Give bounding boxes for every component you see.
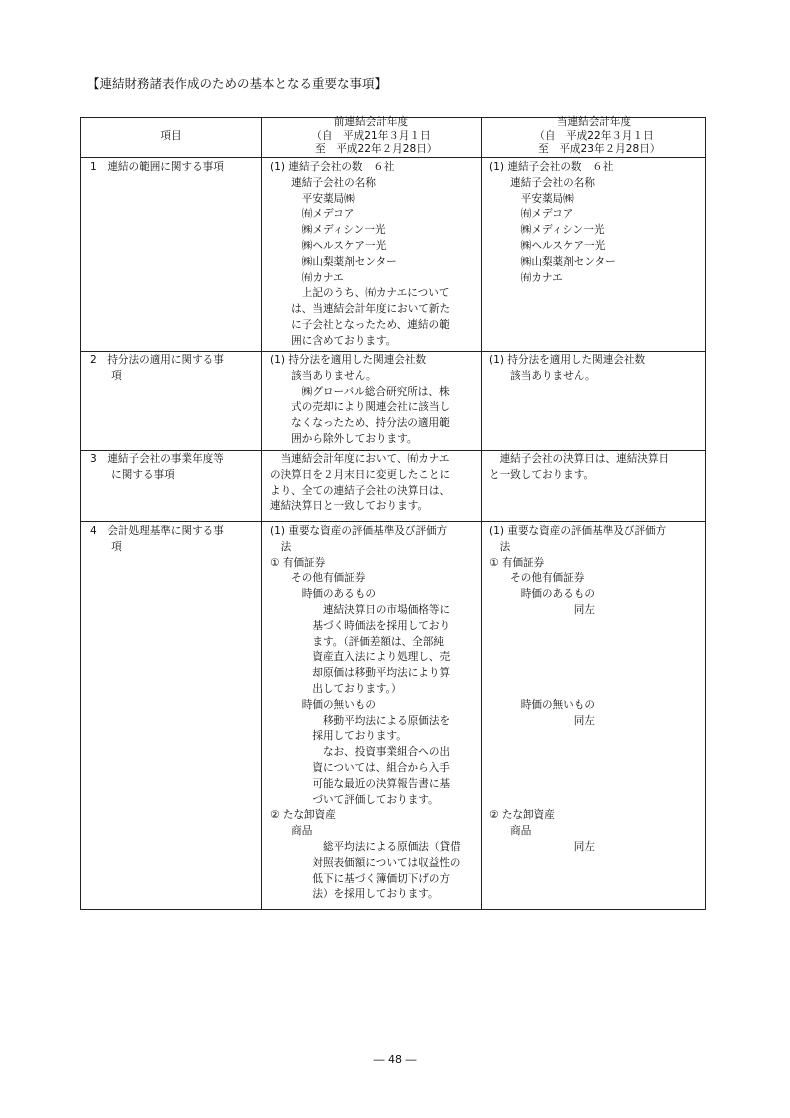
cell-line: 式の売却により関連会社に該当し [270,401,451,414]
cell-line [489,650,666,666]
cell-line: ます。（評価差額は、全部純 [270,635,444,648]
cell-line: 連結子会社の名称 [270,176,376,189]
cell-line: 2 持分法の適用に関する事 [90,354,224,366]
cell-line: 連結子会社の決算日は、連結決算日 [489,453,670,465]
header-item: 項目 [160,130,182,142]
row-2-item [90,353,224,385]
cell-line: 移動平均法による原価法を [270,714,451,727]
cell-line: に子会社となったため、連結の範 [270,318,450,331]
section-heading: 【連結財務諸表作成のための基本となる重要な事項】 [87,76,388,91]
cell-line: 当連結会計年度において、㈲カナエ [270,453,450,465]
cell-line: (1) 持分法を適用した関連会社数 [489,354,646,366]
cell-line: ① 有価証券 [270,556,326,569]
cell-line: 却原価は移動平均法により算 [270,667,451,680]
cell-line [489,793,666,809]
cell-line: 時価の無いもの [489,698,595,711]
cell-line: ㈲メデコア [489,208,574,221]
cell-line [489,729,666,745]
cell-line [489,745,666,761]
cell-line: 法）を採用しております。 [270,888,439,901]
cell-line: 4 会計処理基準に関する事 [90,525,224,537]
page-number: ― 48 ― [373,1053,417,1066]
cell-line: ㈱ヘルスケア一光 [270,239,387,252]
row-divider [81,450,705,451]
cell-line: 採用しております。 [270,730,407,743]
row-2-prev [270,353,450,448]
cell-line: 商品 [270,825,313,838]
cell-line: ㈲メデコア [270,208,355,221]
row-divider [81,521,705,522]
cell-line: 囲に含めております。 [270,334,397,347]
cell-line [489,635,666,651]
cell-line: 時価のあるもの [489,588,595,601]
cell-line: ㈱メディシン一光 [270,224,386,237]
cell-line: その他有価証券 [270,572,366,585]
cell-line: 項 [90,369,122,382]
row-divider [81,157,705,158]
cell-line: 1 連結の範囲に関する事項 [90,161,224,173]
cell-line [489,777,666,793]
cell-line: 出しております。） [270,682,402,695]
cell-line: の決算日を２月末日に変更したことに [270,468,451,481]
cell-line: その他有価証券 [489,572,585,585]
row-3-curr [489,452,669,484]
cell-line [489,682,666,698]
cell-line: は、当連結会計年度において新た [270,303,451,316]
cell-line: 連結子会社の名称 [489,176,595,189]
cell-line: なくなったため、持分法の適用範 [270,417,450,430]
cell-line: 商品 [489,825,532,838]
cell-line: 時価の無いもの [270,698,376,711]
cell-line: 3 連結子会社の事業年度等 [90,453,224,465]
policies-table [80,117,706,910]
cell-line: 時価のあるもの [270,588,376,601]
column-divider [261,118,262,909]
cell-line [489,619,666,635]
row-3-prev [270,452,450,515]
cell-line: 平安薬局㈱ [270,192,355,205]
row-1-prev [270,160,450,350]
cell-line: (1) 重要な資産の評価基準及び評価方 [489,525,667,537]
cell-line: (1) 重要な資産の評価基準及び評価方 [270,525,448,537]
cell-line: 法 [489,540,511,553]
cell-line: なお、投資事業組合への出 [270,746,451,759]
header-curr-period: 当連結会計年度 （自 平成22年３月１日 至 平成23年２月28日） [527,116,661,155]
cell-line: 法 [270,540,292,553]
row-1-item [90,160,224,176]
cell-line: ㈱ヘルスケア一光 [489,239,606,252]
cell-line: 該当ありません。 [489,369,596,382]
cell-line: 該当ありません。 [270,369,377,382]
cell-line: 平安薬局㈱ [489,192,574,205]
column-divider [481,118,482,909]
cell-line: ② たな卸資産 [270,809,336,822]
cell-line: 同左 [489,714,595,727]
cell-line: 基づく時価法を採用しており [270,619,451,632]
cell-line: ㈱山梨薬剤センター [270,255,397,268]
cell-line: 資については、組合から入手 [270,761,450,774]
cell-line: 低下に基づく簿価切下げの方 [270,872,451,885]
header-prev-period: 前連結会計年度 （自 平成21年３月１日 至 平成22年２月28日） [304,116,438,155]
row-4-curr [489,524,666,856]
row-3-item [90,452,224,484]
cell-line: ㈱グローバル総合研究所は、株 [270,385,450,398]
row-2-curr [489,353,645,385]
cell-line: ㈱メディシン一光 [489,224,605,237]
cell-line: 可能な最近の決算報告書に基 [270,777,451,790]
cell-line: (1) 連結子会社の数 ６社 [489,161,614,173]
cell-line: 囲から除外しております。 [270,432,418,445]
cell-line: ㈱山梨薬剤センター [489,255,616,268]
cell-line: より、全ての連結子会社の決算日は、 [270,484,451,497]
cell-line: 項 [90,540,122,553]
cell-line: 対照表価額については収益性の [270,856,461,869]
cell-line: 連結決算日の市場価格等に [270,603,451,616]
cell-line: ㈲カナエ [489,271,563,284]
row-4-item [90,524,224,556]
cell-line: 同左 [489,840,595,853]
cell-line: 連結決算日と一致しております。 [270,500,429,513]
cell-line: 同左 [489,603,595,616]
cell-line [489,761,666,777]
cell-line: (1) 連結子会社の数 ６社 [270,161,395,173]
cell-line [489,666,666,682]
row-divider [81,351,705,352]
cell-line: ㈲カナエ [270,271,344,284]
row-1-curr [489,160,616,286]
cell-line: 資産直入法により処理し、売 [270,651,451,664]
cell-line: と一致しております。 [489,468,595,481]
row-4-prev [270,524,461,903]
cell-line: ① 有価証券 [489,556,545,569]
cell-line: 総平均法による原価法（貸借 [270,840,461,853]
cell-line: (1) 持分法を適用した関連会社数 [270,354,427,366]
cell-line: づいて評価しております。 [270,793,439,806]
cell-line: ② たな卸資産 [489,809,555,822]
cell-line: 上記のうち、㈲カナエについて [270,287,450,300]
cell-line: に関する事項 [90,468,175,481]
